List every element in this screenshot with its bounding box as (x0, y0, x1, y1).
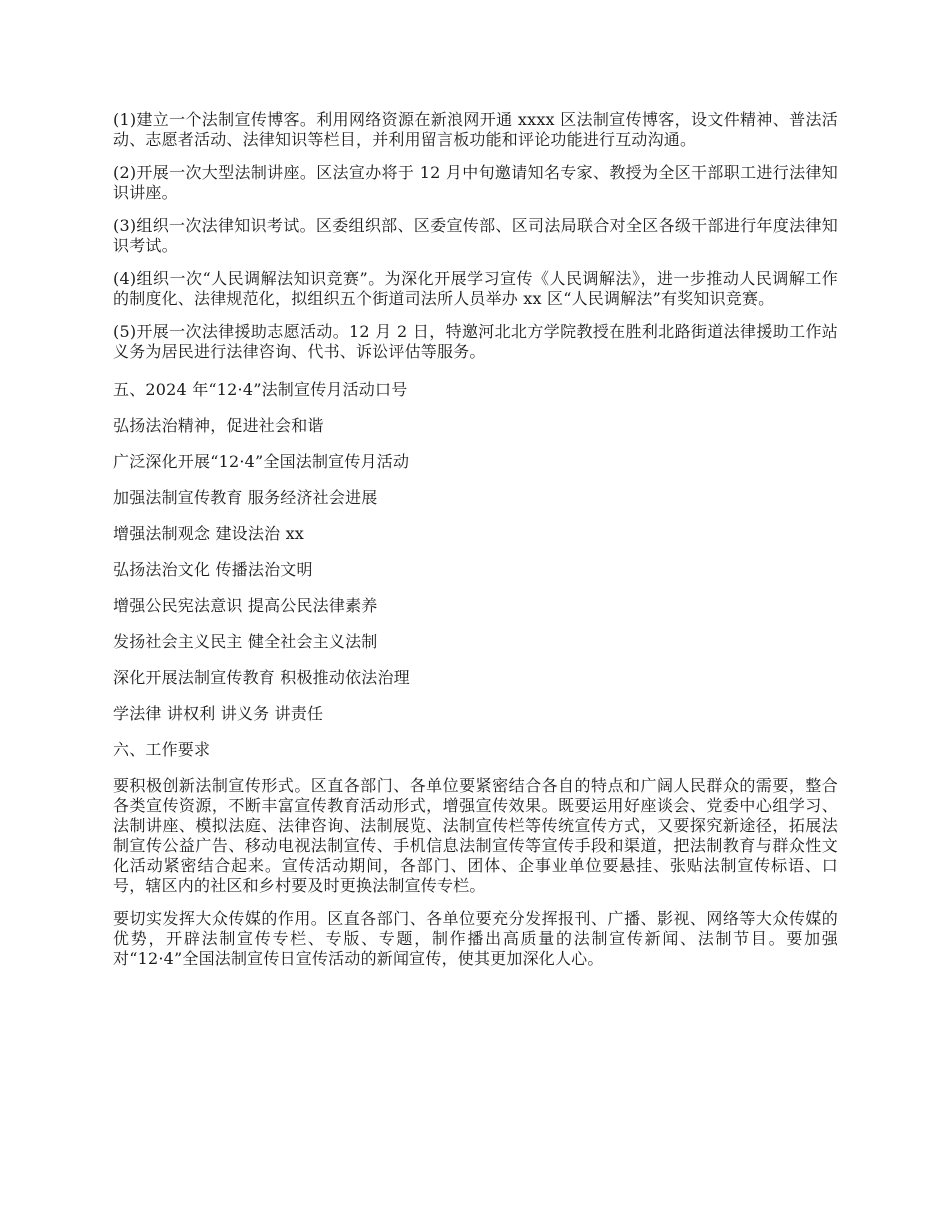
slogan-line: 增强法制观念 建设法治 xx (113, 524, 305, 543)
activity-item-2: (2)开展一次大型法制讲座。区法宣办将于 12 月中旬邀请知名专家、教授为全区干部职工进行法律知识讲座。 (113, 163, 838, 202)
section-heading-requirements: 六、工作要求 (113, 740, 211, 759)
requirement-paragraph-2: 要切实发挥大众传媒的作用。区直各部门、各单位要充分发挥报刊、广播、影视、网络等大众传媒的优势，开辟法制宣传专栏、专版、专题，制作播出高质量的法制宣传新闻、法制节目。要加强对“12·4”全国法制宣传日宣传活动的新闻宣传，使其更加深化人心。 (113, 909, 838, 968)
slogan-line: 广泛深化开展“12·4”全国法制宣传月活动 (113, 452, 410, 471)
requirement-paragraph-1: 要积极创新法制宣传形式。区直各部门、各单位要紧密结合各自的特点和广阔人民群众的需要，整合各类宣传资源，不断丰富宣传教育活动形式，增强宣传效果。既要运用好座谈会、党委中心组学习、法制讲座、模拟法庭、法律咨询、法制展览、法制宣传栏等传统宣传方式，又要探究新途径，拓展法制宣传公益广告、移动电视法制宣传、手机信息法制宣传等宣传手段和渠道，把法制教育与群众性文化活动紧密结合起来。宣传活动期间，各部门、团体、企事业单位要悬挂、张贴法制宣传标语、口号，辖区内的社区和乡村要及时更换法制宣传专栏。 (113, 776, 838, 895)
activity-item-5: (5)开展一次法律援助志愿活动。12 月 2 日，特邀河北北方学院教授在胜利北路街道法律援助工作站义务为居民进行法律咨询、代书、诉讼评估等服务。 (113, 322, 838, 361)
slogan-line: 弘扬法治精神，促进社会和谐 (113, 416, 324, 435)
section-heading-slogans: 五、2024 年“12·4”法制宣传月活动口号 (113, 380, 408, 399)
slogan-line: 弘扬法治文化 传播法治文明 (113, 560, 313, 579)
activity-item-4: (4)组织一次“人民调解法知识竞赛”。为深化开展学习宣传《人民调解法》，进一步推动人民调解工作的制度化、法律规范化，拟组织五个街道司法所人员举办 xx 区“人民调解法”有奖知识竞赛。 (113, 269, 838, 308)
slogan-line: 学法律 讲权利 讲义务 讲责任 (113, 704, 324, 723)
slogan-line: 增强公民宪法意识 提高公民法律素养 (113, 596, 378, 615)
slogan-line: 加强法制宣传教育 服务经济社会进展 (113, 488, 378, 507)
slogan-line: 发扬社会主义民主 健全社会主义法制 (113, 632, 378, 651)
activity-item-3: (3)组织一次法律知识考试。区委组织部、区委宣传部、区司法局联合对全区各级干部进行年度法律知识考试。 (113, 216, 838, 255)
slogan-line: 深化开展法制宣传教育 积极推动依法治理 (113, 668, 410, 687)
activity-item-1: (1)建立一个法制宣传博客。利用网络资源在新浪网开通 xxxx 区法制宣传博客，设文件精神、普法活动、志愿者活动、法律知识等栏目，并利用留言板功能和评论功能进行互动沟通。 (113, 110, 838, 149)
